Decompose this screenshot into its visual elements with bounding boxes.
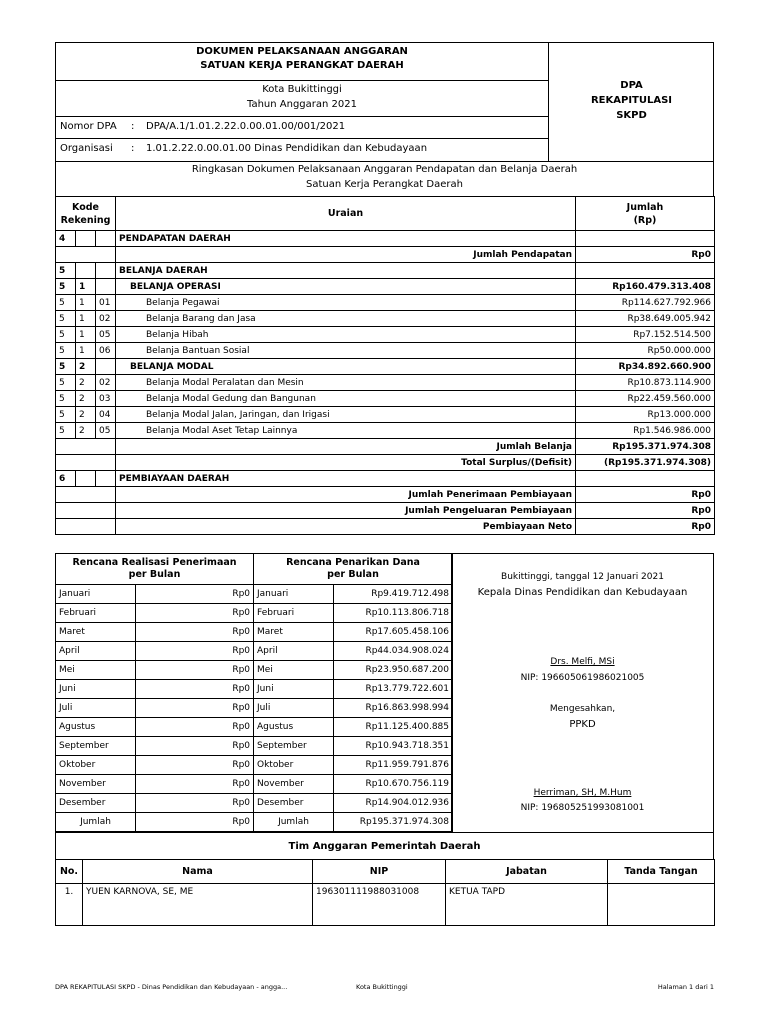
- table-row: Jumlah Pengeluaran Pembiayaan Rp0: [56, 503, 715, 519]
- sign-nip-1: NIP: 196605061986021005: [520, 673, 645, 683]
- side-title-2: REKAPITULASI: [590, 95, 673, 106]
- table-row: 5 2 05 Belanja Modal Aset Tetap Lainnya Rp1.546.986.000: [56, 423, 715, 439]
- doc-title-1: DOKUMEN PELAKSANAAN ANGGARAN: [196, 46, 408, 57]
- table-row: 4 PENDAPATAN DAERAH: [56, 231, 715, 247]
- fiscal-year: Tahun Anggaran 2021: [247, 99, 357, 110]
- table-row: 5 1 01 Belanja Pegawai Rp114.627.792.966: [56, 295, 715, 311]
- sign-ppkd: PPKD: [569, 719, 596, 730]
- nomor-label: Nomor DPA: [60, 121, 117, 132]
- sign-office: Kepala Dinas Pendidikan dan Kebudayaan: [477, 587, 688, 598]
- table-header-row: [56, 197, 715, 231]
- tim-title: Tim Anggaran Pemerintah Daerah: [55, 832, 714, 860]
- monthly-row: Februari Rp0 Februari Rp10.113.806.718: [56, 604, 453, 623]
- monthly-row: November Rp0 November Rp10.670.756.119: [56, 775, 453, 794]
- monthly-table: [55, 553, 453, 832]
- table-row: 5 2 04 Belanja Modal Jalan, Jaringan, dan Irigasi Rp13.000.000: [56, 407, 715, 423]
- table-row: 5 1 BELANJA OPERASI Rp160.479.313.408: [56, 279, 715, 295]
- table-row: 5 1 05 Belanja Hibah Rp7.152.514.500: [56, 327, 715, 343]
- org-value: 1.01.2.22.0.00.01.00 Dinas Pendidikan dan Kebudayaan: [146, 143, 428, 154]
- header-line-1: [55, 80, 549, 81]
- monthly-header-row: Rencana Realisasi Penerimaan per Bulan Rencana Penarikan Dana per Bulan: [56, 554, 453, 585]
- monthly-row: Agustus Rp0 Agustus Rp11.125.400.885: [56, 718, 453, 737]
- col-kode: Kode Rekening: [56, 197, 116, 231]
- table-row: 6 PEMBIAYAAN DAERAH: [56, 471, 715, 487]
- signature-cell: [608, 884, 715, 926]
- org-label: Organisasi: [60, 143, 113, 154]
- org-colon: :: [131, 143, 135, 154]
- footer-left: DPA REKAPITULASI SKPD - Dinas Pendidikan dan Kebudayaan - angga...: [55, 983, 288, 991]
- sign-mengesahkan: Mengesahkan,: [549, 704, 616, 714]
- doc-title-2: SATUAN KERJA PERANGKAT DAERAH: [200, 60, 404, 71]
- sign-name-2: Herriman, SH, M.Hum: [533, 788, 632, 798]
- table-row: 5 2 02 Belanja Modal Peralatan dan Mesin Rp10.873.114.900: [56, 375, 715, 391]
- table-row: 5 1 06 Belanja Bantuan Sosial Rp50.000.000: [56, 343, 715, 359]
- monthly-row: Januari Rp0 Januari Rp9.419.712.498: [56, 585, 453, 604]
- monthly-row: Mei Rp0 Mei Rp23.950.687.200: [56, 661, 453, 680]
- footer-right: Halaman 1 dari 1: [657, 983, 714, 991]
- monthly-row: Juni Rp0 Juni Rp13.779.722.601: [56, 680, 453, 699]
- tim-member-row: 1. YUEN KARNOVA, SE, ME 196301111988031008 KETUA TAPD: [56, 884, 715, 926]
- summary-title-2: Satuan Kerja Perangkat Daerah: [306, 179, 463, 190]
- side-title-3: SKPD: [616, 110, 647, 121]
- table-row: Jumlah Penerimaan Pembiayaan Rp0: [56, 487, 715, 503]
- nomor-value: DPA/A.1/1.01.2.22.0.00.01.00/001/2021: [146, 121, 346, 132]
- monthly-row: Oktober Rp0 Oktober Rp11.959.791.876: [56, 756, 453, 775]
- monthly-row: Desember Rp0 Desember Rp14.904.012.936: [56, 794, 453, 813]
- nomor-colon: :: [131, 121, 135, 132]
- col-uraian: Uraian: [116, 197, 576, 231]
- table-row: Pembiayaan Neto Rp0: [56, 519, 715, 535]
- side-title-1: DPA: [620, 80, 643, 91]
- table-row: 5 BELANJA DAERAH: [56, 263, 715, 279]
- footer-center: Kota Bukittinggi: [356, 983, 408, 991]
- table-row: 5 1 02 Belanja Barang dan Jasa Rp38.649.005.942: [56, 311, 715, 327]
- monthly-row: Maret Rp0 Maret Rp17.605.458.106: [56, 623, 453, 642]
- monthly-row: Juli Rp0 Juli Rp16.863.998.994: [56, 699, 453, 718]
- sign-name-1: Drs. Melfi, MSi: [550, 657, 615, 667]
- summary-title-1: Ringkasan Dokumen Pelaksanaan Anggaran Pendapatan dan Belanja Daerah: [191, 164, 578, 175]
- col-jumlah: Jumlah (Rp): [576, 197, 715, 231]
- city-name: Kota Bukittinggi: [262, 84, 342, 95]
- monthly-row: April Rp0 April Rp44.034.908.024: [56, 642, 453, 661]
- table-row: 5 2 BELANJA MODAL Rp34.892.660.900: [56, 359, 715, 375]
- sign-nip-2: NIP: 196805251993081001: [520, 803, 645, 813]
- budget-table: [55, 196, 715, 535]
- table-row: Jumlah Belanja Rp195.371.974.308: [56, 439, 715, 455]
- tim-table: [55, 859, 715, 926]
- header-line-2: [55, 116, 549, 117]
- table-row: Jumlah Pendapatan Rp0: [56, 247, 715, 263]
- tim-header-row: No. Nama NIP Jabatan Tanda Tangan: [56, 860, 715, 884]
- table-row: Total Surplus/(Defisit) (Rp195.371.974.308): [56, 455, 715, 471]
- sign-date: Bukittinggi, tanggal 12 Januari 2021: [501, 572, 664, 582]
- table-row: 5 2 03 Belanja Modal Gedung dan Bangunan Rp22.459.560.000: [56, 391, 715, 407]
- monthly-row: September Rp0 September Rp10.943.718.351: [56, 737, 453, 756]
- monthly-total-row: Jumlah Rp0 Jumlah Rp195.371.974.308: [56, 813, 453, 832]
- header-line-3: [55, 138, 549, 139]
